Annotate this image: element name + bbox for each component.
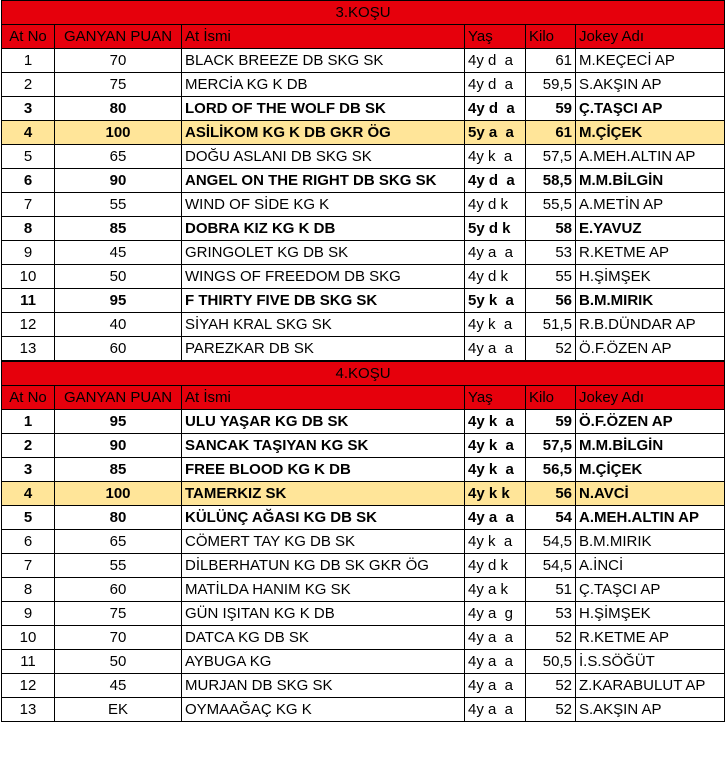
cell-ganyan-puan: 75 (55, 602, 182, 626)
cell-at-ismi: AYBUGA KG (182, 650, 465, 674)
cell-at-ismi: MATİLDA HANIM KG SK (182, 578, 465, 602)
cell-at-ismi: SİYAH KRAL SKG SK (182, 313, 465, 337)
cell-at-ismi: ULU YAŞAR KG DB SK (182, 410, 465, 434)
table-row (2, 554, 725, 578)
cell-at-no: 10 (2, 626, 55, 650)
cell-jokey: B.M.MIRIK (576, 530, 725, 554)
cell-at-no: 10 (2, 265, 55, 289)
cell-at-ismi: DİLBERHATUN KG DB SK GKR ÖG (182, 554, 465, 578)
cell-kilo: 56 (526, 482, 576, 506)
cell-yas: 4y a g (465, 602, 526, 626)
cell-at-no: 3 (2, 97, 55, 121)
cell-at-no: 2 (2, 73, 55, 97)
race-title: 3.KOŞU (2, 1, 725, 25)
cell-at-ismi: F THIRTY FIVE DB SKG SK (182, 289, 465, 313)
cell-ganyan-puan: 50 (55, 265, 182, 289)
cell-ganyan-puan: 95 (55, 410, 182, 434)
table-row (2, 626, 725, 650)
cell-yas: 4y d a (465, 97, 526, 121)
cell-at-ismi: DOBRA KIZ KG K DB (182, 217, 465, 241)
cell-yas: 5y d k (465, 217, 526, 241)
cell-jokey: İ.S.SÖĞÜT (576, 650, 725, 674)
header-at-no: At No (2, 386, 55, 410)
cell-ganyan-puan: 80 (55, 97, 182, 121)
cell-at-ismi: ANGEL ON THE RIGHT DB SKG SK (182, 169, 465, 193)
cell-kilo: 51,5 (526, 313, 576, 337)
cell-kilo: 50,5 (526, 650, 576, 674)
cell-yas: 4y a a (465, 241, 526, 265)
cell-jokey: R.KETME AP (576, 241, 725, 265)
table-row (2, 121, 725, 145)
cell-at-no: 13 (2, 698, 55, 722)
cell-ganyan-puan: 60 (55, 578, 182, 602)
header-jokey: Jokey Adı (576, 25, 725, 49)
cell-ganyan-puan: 95 (55, 289, 182, 313)
cell-at-ismi: DOĞU ASLANI DB SKG SK (182, 145, 465, 169)
cell-kilo: 57,5 (526, 145, 576, 169)
cell-ganyan-puan: 40 (55, 313, 182, 337)
cell-ganyan-puan: 70 (55, 626, 182, 650)
cell-yas: 4y d a (465, 73, 526, 97)
cell-kilo: 58 (526, 217, 576, 241)
cell-ganyan-puan: 45 (55, 241, 182, 265)
cell-kilo: 56 (526, 289, 576, 313)
cell-jokey: A.MEH.ALTIN AP (576, 145, 725, 169)
header-at-ismi: At İsmi (182, 25, 465, 49)
cell-at-no: 8 (2, 217, 55, 241)
cell-at-ismi: LORD OF THE WOLF DB SK (182, 97, 465, 121)
cell-at-no: 1 (2, 410, 55, 434)
cell-yas: 4y a a (465, 674, 526, 698)
table-row (2, 602, 725, 626)
cell-yas: 5y k a (465, 289, 526, 313)
table-row (2, 650, 725, 674)
cell-at-ismi: TAMERKIZ SK (182, 482, 465, 506)
cell-yas: 4y k a (465, 434, 526, 458)
cell-at-no: 12 (2, 313, 55, 337)
cell-ganyan-puan: 85 (55, 458, 182, 482)
cell-kilo: 52 (526, 626, 576, 650)
cell-jokey: Ö.F.ÖZEN AP (576, 410, 725, 434)
cell-kilo: 52 (526, 674, 576, 698)
cell-at-ismi: MURJAN DB SKG SK (182, 674, 465, 698)
cell-kilo: 58,5 (526, 169, 576, 193)
cell-ganyan-puan: 75 (55, 73, 182, 97)
cell-ganyan-puan: 65 (55, 530, 182, 554)
cell-at-no: 7 (2, 193, 55, 217)
cell-yas: 4y a a (465, 698, 526, 722)
cell-kilo: 59 (526, 97, 576, 121)
cell-jokey: H.ŞİMŞEK (576, 602, 725, 626)
cell-at-no: 5 (2, 145, 55, 169)
cell-at-ismi: GRINGOLET KG DB SK (182, 241, 465, 265)
header-jokey: Jokey Adı (576, 386, 725, 410)
cell-kilo: 59,5 (526, 73, 576, 97)
cell-yas: 4y k a (465, 313, 526, 337)
cell-at-ismi: OYMAAĞAÇ KG K (182, 698, 465, 722)
cell-yas: 4y d a (465, 169, 526, 193)
table-row (2, 193, 725, 217)
cell-ganyan-puan: 90 (55, 434, 182, 458)
cell-kilo: 51 (526, 578, 576, 602)
header-row (2, 25, 725, 49)
cell-yas: 4y d k (465, 554, 526, 578)
cell-jokey: M.ÇİÇEK (576, 458, 725, 482)
cell-jokey: Ç.TAŞCI AP (576, 97, 725, 121)
cell-jokey: S.AKŞIN AP (576, 73, 725, 97)
cell-kilo: 61 (526, 121, 576, 145)
cell-jokey: S.AKŞIN AP (576, 698, 725, 722)
cell-jokey: H.ŞİMŞEK (576, 265, 725, 289)
cell-ganyan-puan: 90 (55, 169, 182, 193)
cell-at-ismi: GÜN IŞITAN KG K DB (182, 602, 465, 626)
cell-yas: 4y a a (465, 650, 526, 674)
cell-at-no: 4 (2, 121, 55, 145)
cell-ganyan-puan: EK (55, 698, 182, 722)
table-row (2, 410, 725, 434)
cell-jokey: M.KEÇECİ AP (576, 49, 725, 73)
cell-yas: 4y k k (465, 482, 526, 506)
cell-kilo: 56,5 (526, 458, 576, 482)
table-row (2, 313, 725, 337)
cell-yas: 4y d k (465, 193, 526, 217)
cell-yas: 4y k a (465, 458, 526, 482)
cell-at-no: 13 (2, 337, 55, 361)
table-row (2, 674, 725, 698)
cell-at-ismi: BLACK BREEZE DB SKG SK (182, 49, 465, 73)
header-row (2, 386, 725, 410)
header-yas: Yaş (465, 386, 526, 410)
cell-at-no: 1 (2, 49, 55, 73)
cell-at-ismi: MERCİA KG K DB (182, 73, 465, 97)
cell-ganyan-puan: 100 (55, 121, 182, 145)
cell-ganyan-puan: 85 (55, 217, 182, 241)
cell-jokey: A.İNCİ (576, 554, 725, 578)
cell-at-no: 6 (2, 530, 55, 554)
table-row (2, 578, 725, 602)
header-yas: Yaş (465, 25, 526, 49)
cell-jokey: A.MEH.ALTIN AP (576, 506, 725, 530)
table-row (2, 97, 725, 121)
cell-kilo: 55 (526, 265, 576, 289)
cell-jokey: M.ÇİÇEK (576, 121, 725, 145)
race-title: 4.KOŞU (2, 362, 725, 386)
cell-at-ismi: PAREZKAR DB SK (182, 337, 465, 361)
cell-jokey: A.METİN AP (576, 193, 725, 217)
cell-jokey: Ö.F.ÖZEN AP (576, 337, 725, 361)
race-table (1, 0, 725, 361)
cell-ganyan-puan: 60 (55, 337, 182, 361)
cell-at-no: 2 (2, 434, 55, 458)
table-row (2, 49, 725, 73)
cell-ganyan-puan: 45 (55, 674, 182, 698)
cell-kilo: 52 (526, 337, 576, 361)
cell-at-no: 9 (2, 241, 55, 265)
cell-at-ismi: CÖMERT TAY KG DB SK (182, 530, 465, 554)
table-row (2, 145, 725, 169)
table-row (2, 265, 725, 289)
cell-yas: 4y d a (465, 49, 526, 73)
cell-jokey: M.M.BİLGİN (576, 434, 725, 458)
table-row (2, 698, 725, 722)
cell-at-no: 11 (2, 650, 55, 674)
cell-at-ismi: KÜLÜNÇ AĞASI KG DB SK (182, 506, 465, 530)
table-row (2, 530, 725, 554)
cell-ganyan-puan: 55 (55, 193, 182, 217)
race-table (1, 361, 725, 722)
cell-yas: 4y k a (465, 530, 526, 554)
cell-kilo: 52 (526, 698, 576, 722)
cell-yas: 4y d k (465, 265, 526, 289)
header-at-no: At No (2, 25, 55, 49)
table-row (2, 482, 725, 506)
cell-yas: 4y k a (465, 145, 526, 169)
cell-kilo: 54 (526, 506, 576, 530)
cell-yas: 4y a a (465, 626, 526, 650)
cell-at-no: 3 (2, 458, 55, 482)
cell-at-no: 9 (2, 602, 55, 626)
cell-at-ismi: DATCA KG DB SK (182, 626, 465, 650)
cell-at-no: 6 (2, 169, 55, 193)
table-row (2, 434, 725, 458)
cell-yas: 4y a k (465, 578, 526, 602)
cell-yas: 4y k a (465, 410, 526, 434)
cell-kilo: 54,5 (526, 554, 576, 578)
cell-ganyan-puan: 100 (55, 482, 182, 506)
cell-jokey: R.B.DÜNDAR AP (576, 313, 725, 337)
cell-kilo: 53 (526, 241, 576, 265)
cell-kilo: 53 (526, 602, 576, 626)
cell-at-ismi: SANCAK TAŞIYAN KG SK (182, 434, 465, 458)
table-row (2, 458, 725, 482)
cell-ganyan-puan: 80 (55, 506, 182, 530)
cell-at-ismi: ASİLİKOM KG K DB GKR ÖG (182, 121, 465, 145)
cell-at-ismi: WINGS OF FREEDOM DB SKG (182, 265, 465, 289)
cell-kilo: 57,5 (526, 434, 576, 458)
cell-ganyan-puan: 50 (55, 650, 182, 674)
cell-jokey: M.M.BİLGİN (576, 169, 725, 193)
cell-ganyan-puan: 55 (55, 554, 182, 578)
header-ganyan-puan: GANYAN PUAN (55, 386, 182, 410)
cell-kilo: 54,5 (526, 530, 576, 554)
cell-at-ismi: FREE BLOOD KG K DB (182, 458, 465, 482)
cell-at-no: 11 (2, 289, 55, 313)
cell-yas: 4y a a (465, 337, 526, 361)
cell-yas: 4y a a (465, 506, 526, 530)
header-ganyan-puan: GANYAN PUAN (55, 25, 182, 49)
cell-at-no: 7 (2, 554, 55, 578)
header-kilo: Kilo (526, 386, 576, 410)
table-row (2, 289, 725, 313)
cell-jokey: Ç.TAŞCI AP (576, 578, 725, 602)
header-at-ismi: At İsmi (182, 386, 465, 410)
table-row (2, 169, 725, 193)
cell-ganyan-puan: 70 (55, 49, 182, 73)
cell-at-no: 5 (2, 506, 55, 530)
table-row (2, 506, 725, 530)
cell-jokey: Z.KARABULUT AP (576, 674, 725, 698)
cell-at-ismi: WIND OF SİDE KG K (182, 193, 465, 217)
cell-jokey: E.YAVUZ (576, 217, 725, 241)
table-row (2, 217, 725, 241)
cell-kilo: 55,5 (526, 193, 576, 217)
cell-at-no: 4 (2, 482, 55, 506)
cell-at-no: 8 (2, 578, 55, 602)
cell-jokey: B.M.MIRIK (576, 289, 725, 313)
table-row (2, 73, 725, 97)
cell-kilo: 59 (526, 410, 576, 434)
cell-kilo: 61 (526, 49, 576, 73)
cell-jokey: R.KETME AP (576, 626, 725, 650)
table-row (2, 241, 725, 265)
cell-ganyan-puan: 65 (55, 145, 182, 169)
header-kilo: Kilo (526, 25, 576, 49)
cell-at-no: 12 (2, 674, 55, 698)
cell-yas: 5y a a (465, 121, 526, 145)
cell-jokey: N.AVCİ (576, 482, 725, 506)
table-row (2, 337, 725, 361)
